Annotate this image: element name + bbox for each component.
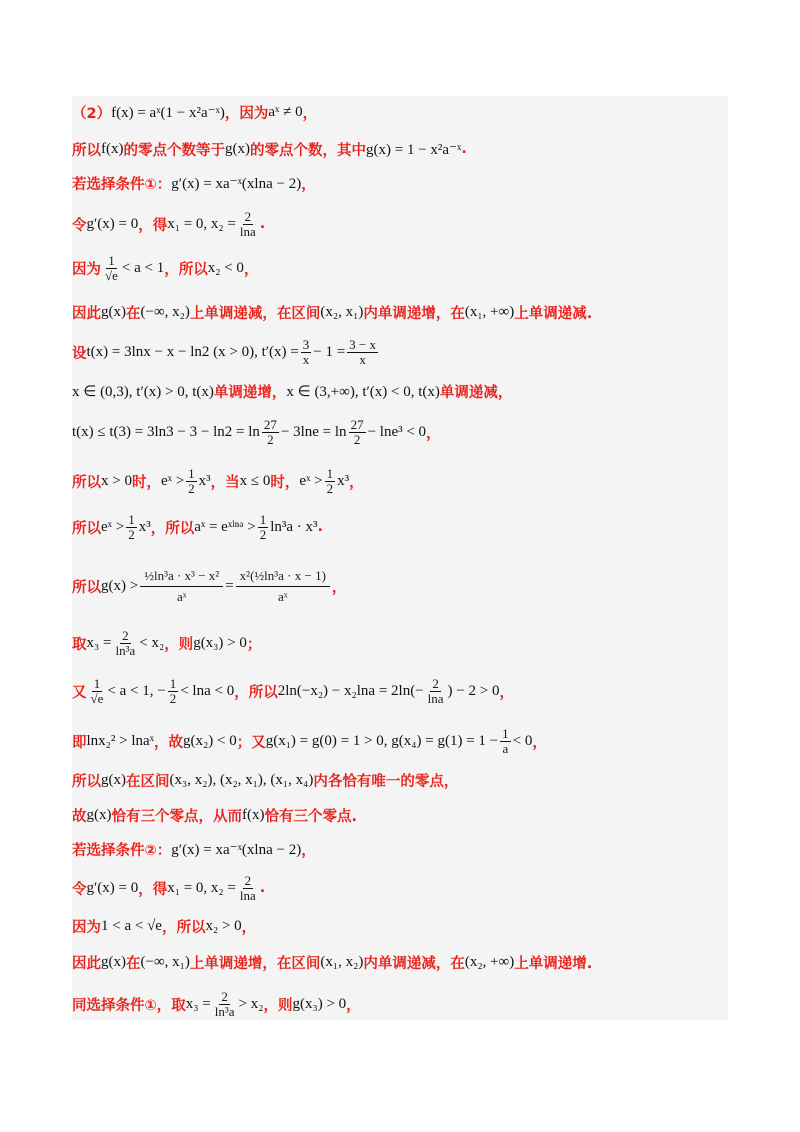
math-expression: f(x) [101,140,124,157]
fraction [426,677,446,705]
math-expression: < 0 [512,732,533,749]
math-expression: lnx₂² > lnaˣ [86,732,155,749]
chinese-text: 取 [72,636,87,653]
fraction-denominator: 2 [326,480,334,496]
fraction-numerator: 2 [244,872,252,888]
fraction-denominator: x [359,351,366,367]
chinese-text: ， [349,474,364,491]
chinese-text: 因为 [72,919,101,936]
chinese-text: ， [302,105,318,122]
chinese-text: ， [241,919,257,936]
math-expression: g′(x) = xa⁻ˣ(xlna − 2) [171,841,302,858]
math-expression: eˣ > [160,472,185,489]
chinese-text: ， [331,579,347,596]
math-expression: (x₁, x₂) [320,953,364,970]
chinese-text: ；又 [236,734,266,751]
fraction-numerator: ½ln³a · x³ − x² [140,568,223,587]
fraction-numerator: 3 − x [349,336,376,352]
fraction-numerator: 1 [169,675,177,691]
chinese-text: 内各恰有唯一的零点， [313,773,459,790]
math-expression: g(x₁) = g(0) = 1 > 0, g(x₄) = g(1) = 1 − [265,732,499,749]
math-expression: x³ [198,472,211,489]
math-expression: x³ [337,472,350,489]
math-expression: x ∈ (3,+∞), t′(x) < 0, t(x) [286,383,440,400]
math-expression: ) − 2 > 0 [447,682,500,699]
fraction [113,629,137,657]
math-expression: (−∞, x₂) [140,303,190,320]
math-expression: x₂ < 0 [207,259,244,276]
chinese-text: 令 [72,217,87,234]
chinese-text: ，故 [154,734,184,751]
math-expression: < x₂ [139,634,165,651]
math-expression: g(x) > [101,577,139,594]
math-expression: ln³a · x³ [270,518,318,535]
chinese-text: 恰有三个零点，从而 [111,808,242,825]
fraction-denominator: 2 [188,480,195,496]
solution-line-l21 [72,950,592,974]
fraction-numerator: 1 [93,675,101,691]
fraction-numerator: x²(½ln³a · x − 1) [236,568,330,587]
math-expression: t(x) = 3lnx − x − ln2 (x > 0), t′(x) = [86,343,299,360]
math-expression: x₃ = [185,995,211,1012]
fraction [258,513,269,541]
solution-line-l03 [72,171,316,195]
chinese-text: 所以 [72,474,101,491]
math-expression: − 1 = [313,343,346,360]
math-expression: − lne³ < 0 [367,423,427,440]
fraction-denominator: 2 [259,526,267,542]
fraction-denominator: ln³a [115,642,136,658]
solution-line-l02 [72,137,467,161]
chinese-text: 上单调递减，在区间 [189,305,321,322]
math-expression: g′(x) = 0 [86,215,139,232]
chinese-text: ，所以 [150,520,195,537]
chinese-text: 所以 [72,773,101,790]
fraction-denominator: √e [105,267,118,283]
solution-line-l06 [72,300,592,324]
fraction-numerator: 1 [128,511,135,527]
math-expression: 2ln(−x₂) − x₂lna = 2ln(− [277,682,424,699]
chinese-text: 上单调递增. [514,955,593,972]
chinese-text: 内单调递减，在 [363,955,465,972]
solution-line-l17 [72,803,357,827]
fraction [213,990,237,1018]
math-expression: g(x) [101,771,126,788]
fraction [186,467,197,495]
fraction-denominator: 2 [169,690,177,706]
math-expression: aˣ = eˣˡⁿᵃ > [194,518,256,535]
fraction-numerator: 2 [122,627,129,643]
chinese-text: 同选择条件①，取 [72,997,186,1014]
math-expression: aˣ ≠ 0 [268,103,303,120]
chinese-text: 在区间 [126,773,170,790]
solution-line-l01 [72,100,317,124]
math-expression: t(x) ≤ t(3) = 3ln3 − 3 − ln2 = ln [72,423,260,440]
chinese-text: 又 [72,684,87,701]
fraction-numerator: 1 [108,252,115,268]
math-expression: 1 < a < √e [101,917,162,934]
fraction [103,254,120,282]
fraction-numerator: 2 [432,675,439,691]
fraction-numerator: 3 [302,336,310,352]
fraction [500,727,511,755]
chinese-text: 所以 [72,579,101,596]
chinese-text: ， [301,842,316,859]
fraction-denominator: aˣ [176,588,187,604]
fraction-numerator: 1 [326,465,334,481]
chinese-text: ， [499,684,514,701]
chinese-text: ，则 [263,997,293,1014]
chinese-text: 上单调递减. [514,305,593,322]
fraction-denominator: ln³a [214,1003,235,1019]
math-expression: g(x) = 1 − x²a⁻ˣ [366,141,462,158]
fraction [238,210,258,238]
chinese-text: ， [301,176,316,193]
fraction-numerator: 2 [244,208,252,224]
fraction-denominator: lna [239,887,256,903]
solution-line-l11 [72,511,324,542]
solution-line-l04 [72,208,266,239]
math-expression: (x₂, x₁) [320,303,364,320]
fraction [301,338,312,366]
fraction [236,568,330,605]
solution-line-l22 [72,988,361,1019]
math-expression: x ≤ 0 [239,472,271,489]
chinese-text: 若选择条件①： [72,176,172,193]
fraction-denominator: lna [427,690,444,706]
fraction-numerator: 1 [188,465,195,481]
chinese-text: 上单调递增，在区间 [189,955,321,972]
fraction-denominator: x [302,351,310,367]
chinese-text: ，所以 [164,261,208,278]
fraction [238,874,258,902]
chinese-text: 即 [72,734,87,751]
fraction-denominator: √e [90,690,104,706]
fraction [140,568,223,605]
fraction-numerator: 27 [263,416,277,432]
chinese-text: ，则 [164,636,194,653]
math-expression: x > 0 [101,472,132,489]
fraction-numerator: 1 [259,511,267,527]
chinese-text: 因为 [72,261,101,278]
fraction [325,467,336,495]
chinese-text: 单调递减， [439,384,513,401]
fraction-denominator: 2 [353,431,361,447]
solution-line-l09 [72,416,441,447]
chinese-text: 在 [126,305,141,322]
math-expression: x ∈ (0,3), t′(x) > 0, t(x) [72,383,214,400]
math-expression: g(x) [225,140,250,157]
fraction-numerator: 2 [221,988,228,1004]
chinese-text: 的零点个数，其中 [250,142,366,159]
fraction [262,418,279,446]
math-expression: g(x₃) > 0 [292,995,347,1012]
math-expression: < a < 1 [121,259,165,276]
chinese-text: 若选择条件②： [72,842,172,859]
math-expression: x₁ = 0, x₂ = [167,215,236,232]
chinese-text: 恰有三个零点. [264,808,358,825]
math-expression: eˣ > [101,518,125,535]
math-expression: g(x) [101,953,126,970]
math-expression: x₂ > 0 [205,917,242,934]
math-expression: − 3lne = ln [280,423,347,440]
chinese-text: 故 [72,808,87,825]
math-expression: < a < 1, − [107,682,166,699]
chinese-text: ， [346,997,361,1014]
chinese-text: ； [246,636,262,653]
solution-line-l12 [72,567,347,604]
math-expression: (−∞, x₁) [140,953,190,970]
solution-line-l10 [72,465,364,496]
fraction-denominator: 2 [267,431,274,447]
math-expression: x₃ = [86,634,112,651]
chinese-text: 时， [131,474,161,491]
chinese-text: ， [243,261,259,278]
solution-line-l16 [72,768,458,792]
solution-line-l20 [72,914,256,938]
solution-line-l08 [72,379,512,403]
chinese-text: 令 [72,881,87,898]
math-expression: (x₂, +∞) [464,953,515,970]
math-expression: eˣ > [299,472,323,489]
chinese-text: ，得 [138,881,168,898]
fraction [126,513,137,541]
math-expression: g(x₃) > 0 [193,634,247,651]
chinese-text: ，因为 [224,105,269,122]
fraction-denominator: aˣ [278,588,288,604]
chinese-text: . [461,141,467,157]
chinese-text: 因此 [72,955,101,972]
math-expression: g′(x) = 0 [86,879,139,896]
math-expression: > x₂ [238,995,264,1012]
chinese-text: 在 [126,955,141,972]
math-expression: g(x) [86,806,112,823]
math-expression: f(x) [242,806,265,823]
fraction-numerator: 1 [502,725,509,741]
math-expression: = [225,577,234,594]
math-expression: g(x) [101,303,126,320]
chinese-text: . [259,880,266,896]
chinese-text: ，得 [138,217,168,234]
fraction-denominator: 2 [128,526,135,542]
chinese-text: ，所以 [161,919,206,936]
solution-line-l15 [72,725,547,756]
chinese-text: . [259,216,266,232]
chinese-text: 因此 [72,305,101,322]
math-expression: g(x₂) < 0 [183,732,237,749]
solution-line-l13 [72,627,262,658]
chinese-text: 时， [270,474,300,491]
chinese-text: 设 [72,345,87,362]
solution-line-l19 [72,872,266,903]
math-expression: x₁ = 0, x₂ = [167,879,236,896]
solution-line-l05 [72,252,259,283]
chinese-text: . [317,519,324,535]
chinese-text: 内单调递增，在 [363,305,465,322]
chinese-text: ， [532,734,547,751]
chinese-text: （2） [72,105,112,122]
fraction [347,338,378,366]
math-expression: (x₁, +∞) [464,303,515,320]
math-expression: x³ [138,518,151,535]
chinese-text: ，当 [210,474,240,491]
math-expression: < lna < 0 [180,682,235,699]
solution-line-l18 [72,837,316,861]
chinese-text: 的零点个数等于 [123,142,225,159]
solution-line-l07 [72,336,380,367]
chinese-text: 单调递增， [213,384,287,401]
chinese-text: ， [426,425,441,442]
solution-line-l14 [72,675,514,706]
fraction [89,677,106,705]
chinese-text: ，所以 [234,684,278,701]
fraction-numerator: 27 [350,416,364,432]
math-expression: f(x) = aˣ(1 − x²a⁻ˣ) [111,104,225,121]
math-expression: g′(x) = xa⁻ˣ(xlna − 2) [171,175,302,192]
fraction-denominator: a [502,740,509,756]
chinese-text: 所以 [72,520,101,537]
fraction [349,418,366,446]
fraction [168,677,179,705]
fraction-denominator: lna [239,223,256,239]
chinese-text: 所以 [72,142,101,159]
math-expression: (x₃, x₂), (x₂, x₁), (x₁, x₄) [169,771,314,788]
